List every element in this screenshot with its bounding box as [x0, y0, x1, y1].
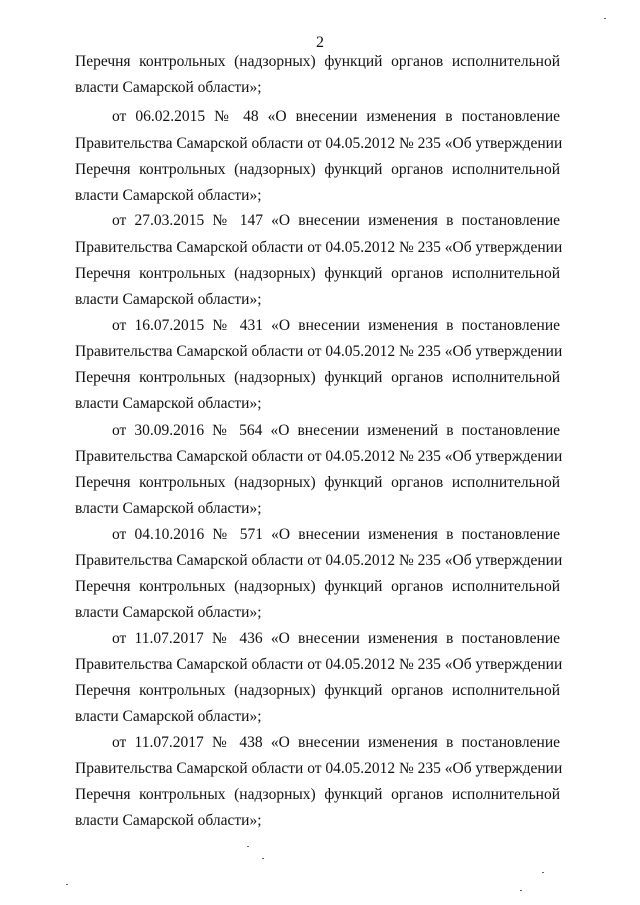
entry-1-line-1: от 06.02.2015 № 48 «О внесении изменения в постановление [112, 108, 560, 125]
entry-7-line-1: от 11.07.2017 № 438 «О внесении изменения в постановление [112, 734, 560, 751]
entry-2-line-3: Перечня контрольных (надзорных) функций органов исполнительной [75, 265, 560, 282]
scan-speck [520, 890, 522, 891]
entry-7-line-3: Перечня контрольных (надзорных) функций органов исполнительной [75, 786, 560, 803]
entry-3-line-3: Перечня контрольных (надзорных) функций органов исполнительной [75, 369, 560, 386]
entry-7-line-4: власти Самарской области»; [75, 812, 262, 829]
entry-5-line-1: от 04.10.2016 № 571 «О внесении изменения в постановление [112, 526, 560, 543]
scan-speck [262, 858, 264, 859]
scan-speck [247, 846, 249, 847]
entry-2-line-4: власти Самарской области»; [75, 291, 262, 308]
entry-1-line-3: Перечня контрольных (надзорных) функций органов исполнительной [75, 161, 560, 178]
entry-4-line-4: власти Самарской области»; [75, 500, 262, 517]
scan-speck [542, 872, 544, 873]
entry-1-line-2: Правительства Самарской области от 04.05.2012 № 235 «Об утверждении [75, 135, 563, 152]
entry-3-line-2: Правительства Самарской области от 04.05.2012 № 235 «Об утверждении [75, 343, 563, 360]
entry-6-line-1: от 11.07.2017 № 436 «О внесении изменения в постановление [112, 630, 560, 647]
intro-line-2: власти Самарской области»; [75, 79, 262, 96]
entry-1-line-4: власти Самарской области»; [75, 187, 262, 204]
entry-2-line-1: от 27.03.2015 № 147 «О внесении изменения в постановление [112, 212, 560, 229]
entry-4-line-3: Перечня контрольных (надзорных) функций органов исполнительной [75, 474, 560, 491]
entry-6-line-2: Правительства Самарской области от 04.05.2012 № 235 «Об утверждении [75, 656, 563, 673]
entry-7-line-2: Правительства Самарской области от 04.05.2012 № 235 «Об утверждении [75, 760, 563, 777]
page-number: 2 [316, 34, 324, 51]
scan-speck [66, 884, 68, 885]
entry-4-line-2: Правительства Самарской области от 04.05.2012 № 235 «Об утверждении [75, 448, 563, 465]
intro-line-1: Перечня контрольных (надзорных) функций органов исполнительной [75, 53, 560, 70]
entry-5-line-3: Перечня контрольных (надзорных) функций органов исполнительной [75, 578, 560, 595]
entry-5-line-4: власти Самарской области»; [75, 604, 262, 621]
entry-6-line-4: власти Самарской области»; [75, 708, 262, 725]
entry-2-line-2: Правительства Самарской области от 04.05.2012 № 235 «Об утверждении [75, 239, 563, 256]
scan-speck [604, 18, 606, 19]
entry-6-line-3: Перечня контрольных (надзорных) функций органов исполнительной [75, 682, 560, 699]
entry-3-line-4: власти Самарской области»; [75, 395, 262, 412]
entry-4-line-1: от 30.09.2016 № 564 «О внесении изменений в постановление [112, 422, 560, 439]
entry-3-line-1: от 16.07.2015 № 431 «О внесении изменения в постановление [112, 317, 560, 334]
entry-5-line-2: Правительства Самарской области от 04.05.2012 № 235 «Об утверждении [75, 552, 563, 569]
